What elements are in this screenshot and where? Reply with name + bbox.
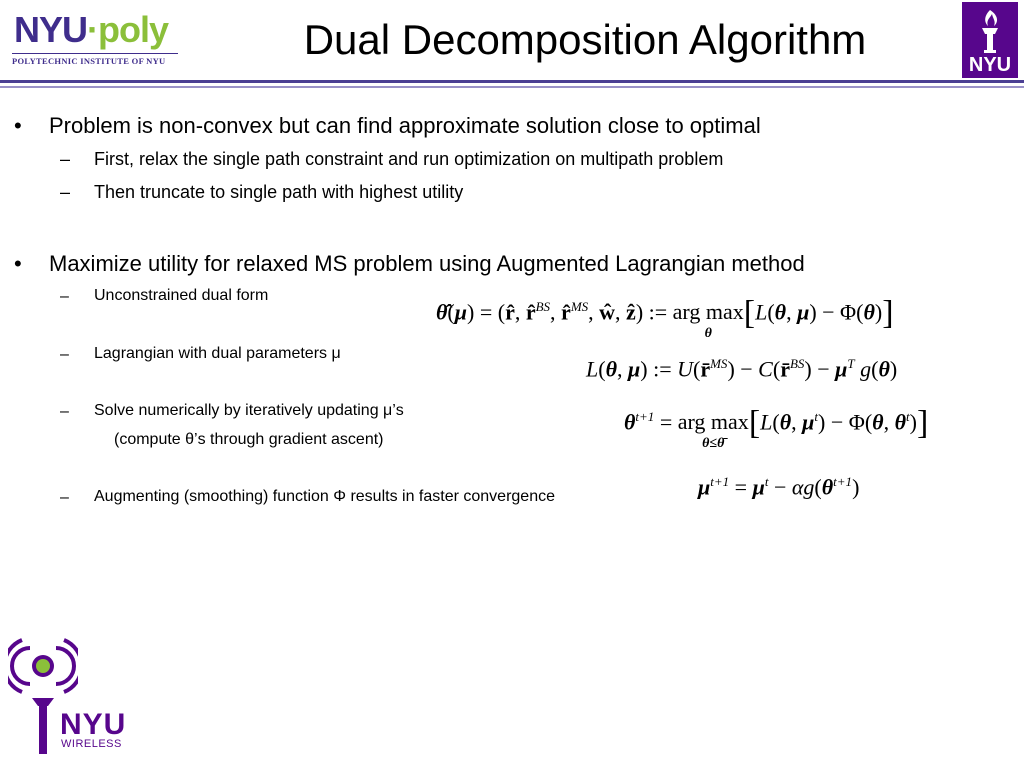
bullet-marker: • bbox=[14, 113, 22, 138]
equation-dual-form: θ̂(μ) = (r̂, r̂$^{BS}$, r̂$^{MS}$, ŵ, ẑ) := arg max θ [L(θ, μ) − Φ(θ)] bbox=[436, 292, 894, 328]
sub-bullet-2-4: Augmenting (smoothing) function Φ results in faster convergence bbox=[94, 488, 555, 505]
argmax-subscript: θ bbox=[704, 326, 712, 342]
nyu-torch-logo bbox=[962, 2, 1018, 78]
sub-bullet-marker: – bbox=[60, 346, 69, 363]
nyu-wireless-logo bbox=[8, 632, 138, 758]
wireless-logo-nyu: NYU bbox=[60, 708, 127, 741]
header-rule-dark bbox=[0, 80, 1024, 83]
sub-bullet-marker: – bbox=[60, 288, 69, 305]
wireless-logo-text: WIRELESS bbox=[61, 738, 122, 750]
bullet-2: Maximize utility for relaxed MS problem using Augmented Lagrangian method bbox=[49, 251, 805, 276]
sub-bullet-marker: – bbox=[60, 403, 69, 420]
logo-poly-text: poly bbox=[98, 9, 169, 50]
sub-bullet-1-1: First, relax the single path constraint and run optimization on multipath problem bbox=[94, 149, 724, 169]
nyu-poly-logo: NYU·poly POLYTECHNIC INSTITUTE OF NYU bbox=[8, 8, 178, 70]
equation-mu-update: $\mu^{t+1} = \mu^t - \alpha g(\theta^{t+1})$ bbox=[698, 474, 860, 500]
sub-bullet-2-1: Unconstrained dual form bbox=[94, 287, 269, 304]
logo-divider bbox=[12, 53, 178, 54]
equation-theta-update: $\theta^{t+1}$ = arg max θ≤θ̄ [L(θ, $\mu^t) - \Phi(\theta$, $\theta^t$)] bbox=[624, 402, 928, 438]
logo-nyu-text: NYU bbox=[14, 9, 88, 50]
header-rule-light bbox=[0, 86, 1024, 88]
bullet-marker: • bbox=[14, 251, 22, 276]
nyu-logo-text: NYU bbox=[968, 54, 1012, 76]
torch-icon bbox=[962, 4, 1018, 58]
sub-bullet-2-2: Lagrangian with dual parameters μ bbox=[94, 345, 341, 362]
sub-bullet-2-3: Solve numerically by iteratively updating μ’s bbox=[94, 402, 404, 419]
bullet-1: Problem is non-convex but can find approximate solution close to optimal bbox=[49, 113, 761, 138]
sub-bullet-1-2: Then truncate to single path with highest utility bbox=[94, 182, 464, 202]
logo-subtitle: POLYTECHNIC INSTITUTE OF NYU bbox=[12, 56, 166, 66]
equation-lagrangian: L(θ, μ) := U(r̄$^{MS}$) − C(r̄$^{BS}$) − $\mu^T$ g(θ) bbox=[586, 356, 898, 382]
slide-title: Dual Decomposition Algorithm bbox=[303, 16, 867, 63]
argmax-subscript: θ≤θ̄ bbox=[702, 436, 725, 452]
sub-bullet-marker: – bbox=[60, 182, 71, 202]
sub-bullet-marker: – bbox=[60, 149, 71, 169]
sub-bullet-marker: – bbox=[60, 489, 69, 506]
sub-bullet-2-3-note: (compute θ’s through gradient ascent) bbox=[114, 431, 384, 448]
